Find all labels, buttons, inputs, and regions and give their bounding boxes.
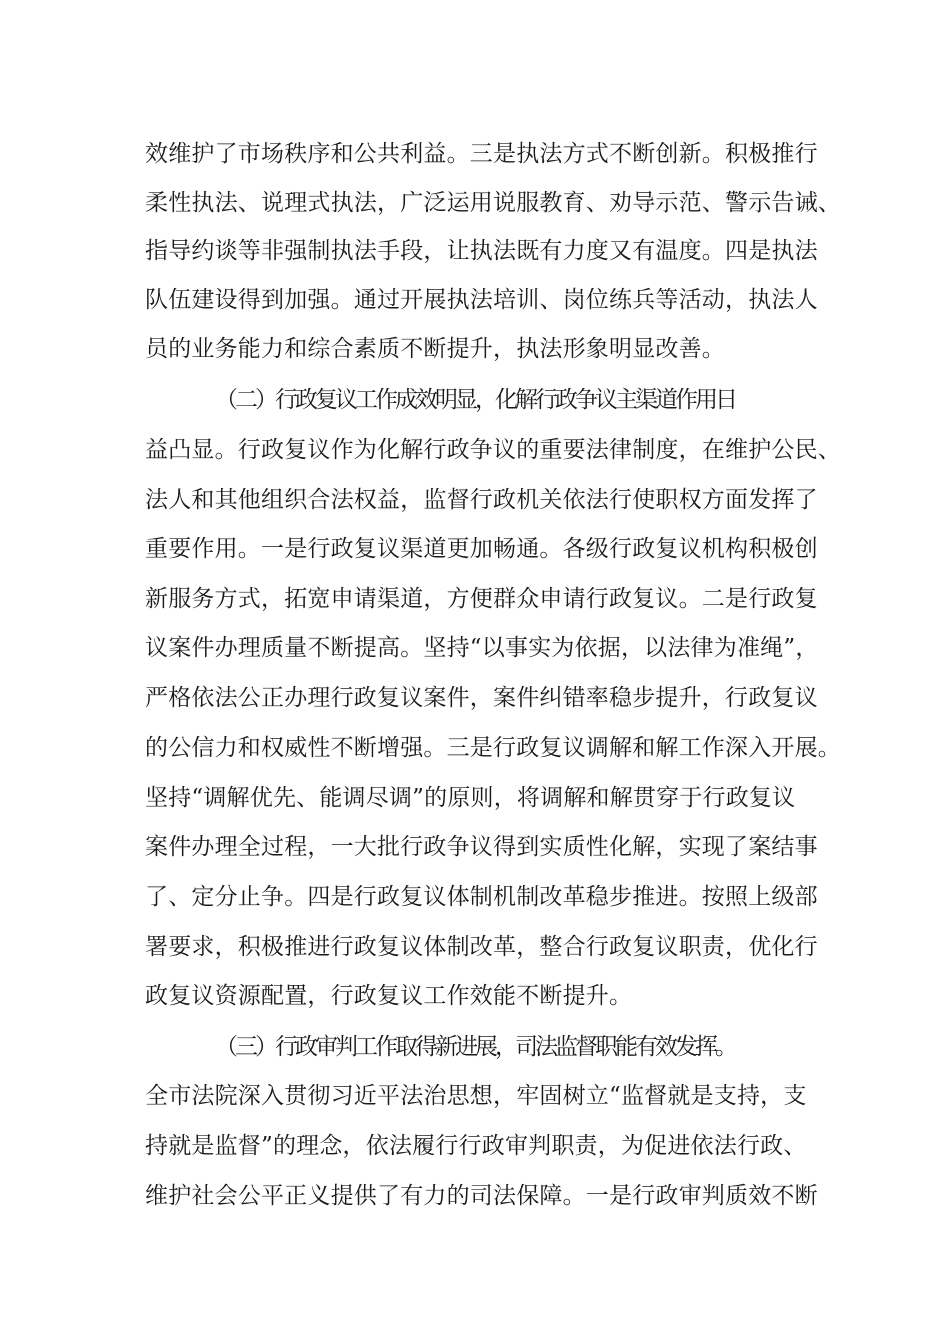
text-line: 坚持“调解优先、能调尽调”的原则，将调解和解贯穿于行政复议 bbox=[145, 785, 796, 811]
section-heading-2: （二）行政复议工作成效明显，化解行政争议主渠道作用日 bbox=[215, 387, 735, 413]
text-line: 的公信力和权威性不断增强。三是行政复议调解和解工作深入开展。 bbox=[145, 735, 841, 761]
text-line: 员的业务能力和综合素质不断提升，执法形象明显改善。 bbox=[145, 336, 725, 362]
text-line: 政复议资源配置，行政复议工作效能不断提升。 bbox=[145, 983, 633, 1009]
text-line: 指导约谈等非强制执法手段，让执法既有力度又有温度。四是执法 bbox=[145, 238, 818, 264]
text-line: 全市法院深入贯彻习近平法治思想，牢固树立“监督就是支持，支 bbox=[145, 1083, 807, 1109]
text-line: 了、定分止争。四是行政复议体制机制改革稳步推进。按照上级部 bbox=[145, 884, 818, 910]
text-line: 法人和其他组织合法权益，监督行政机关依法行使职权方面发挥了 bbox=[145, 487, 818, 513]
text-line: 署要求，积极推进行政复议体制改革，整合行政复议职责，优化行 bbox=[145, 934, 818, 960]
text-line: 柔性执法、说理式执法，广泛运用说服教育、劝导示范、警示告诫、 bbox=[145, 190, 841, 216]
text-line: 效维护了市场秩序和公共利益。三是执法方式不断创新。积极推行 bbox=[145, 141, 818, 167]
text-line: 益凸显。行政复议作为化解行政争议的重要法律制度，在维护公民、 bbox=[145, 437, 841, 463]
text-line: 案件办理全过程，一大批行政争议得到实质性化解，实现了案结事 bbox=[145, 834, 818, 860]
section-heading-3: （三）行政审判工作取得新进展，司法监督职能有效发挥。 bbox=[215, 1034, 735, 1060]
text-line: 新服务方式，拓宽申请渠道，方便群众申请行政复议。二是行政复 bbox=[145, 586, 818, 612]
text-line: 维护社会公平正义提供了有力的司法保障。一是行政审判质效不断 bbox=[145, 1183, 818, 1209]
text-line: 重要作用。一是行政复议渠道更加畅通。各级行政复议机构积极创 bbox=[145, 536, 818, 562]
text-line: 持就是监督”的理念，依法履行行政审判职责，为促进依法行政、 bbox=[145, 1133, 807, 1159]
text-line: 议案件办理质量不断提高。坚持“以事实为依据，以法律为准绳”， bbox=[145, 635, 819, 661]
text-line: 严格依法公正办理行政复议案件，案件纠错率稳步提升，行政复议 bbox=[145, 685, 818, 711]
text-line: 队伍建设得到加强。通过开展执法培训、岗位练兵等活动，执法人 bbox=[145, 287, 818, 313]
